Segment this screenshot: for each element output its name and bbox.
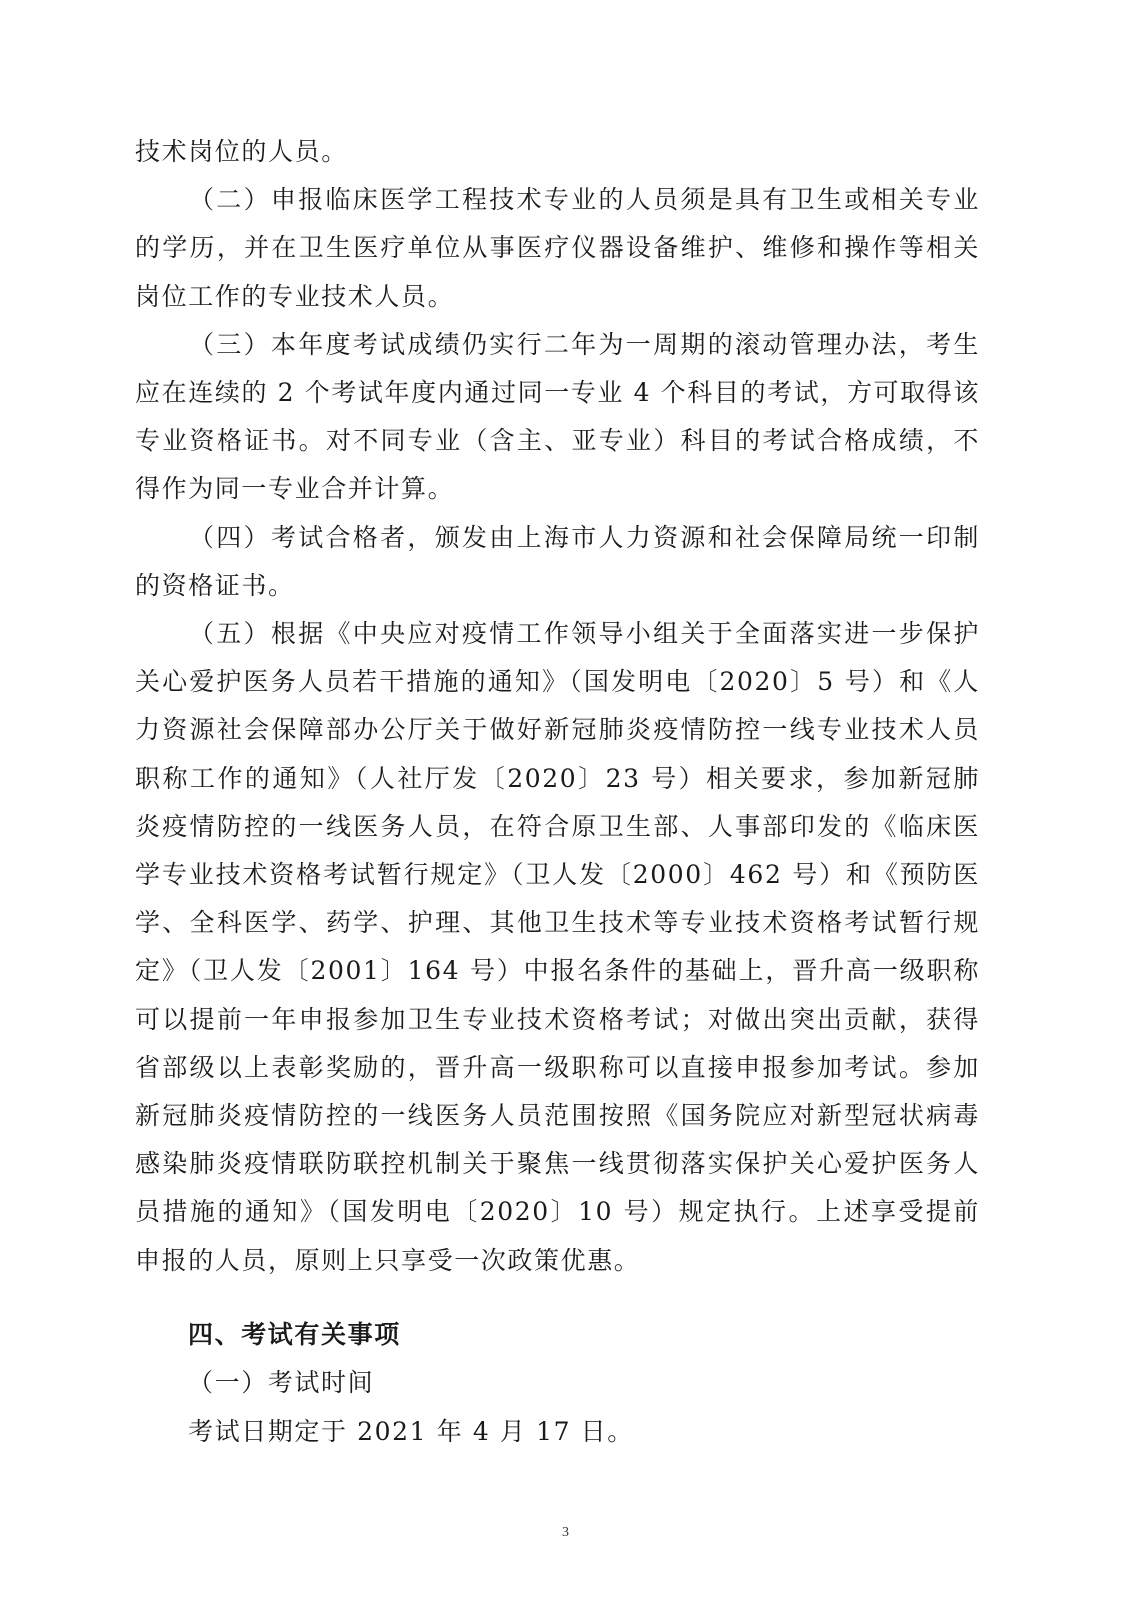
paragraph-item-4: （四）考试合格者，颁发由上海市人力资源和社会保障局统一印制的资格证书。 bbox=[135, 522, 980, 600]
paragraph-item-3: （三）本年度考试成绩仍实行二年为一周期的滚动管理办法，考生应在连续的 2 个考试年度内通过同一专业 4 个科目的考试，方可取得该专业资格证书。对不同专业（含主、亚专业）科目的考试合格成绩，不得作为同一专业合并计算。 bbox=[135, 329, 980, 504]
subheading: （一）考试时间 bbox=[188, 1368, 375, 1397]
exam-date-line: 考试日期定于 2021 年 4 月 17 日。 bbox=[188, 1416, 634, 1446]
section-body bbox=[188, 1359, 980, 1456]
page-number: 3 bbox=[562, 1525, 569, 1540]
paragraph-item-2: （二）申报临床医学工程技术专业的人员须是具有卫生或相关专业的学历，并在卫生医疗单位从事医疗仪器设备维护、维修和操作等相关岗位工作的专业技术人员。 bbox=[135, 185, 980, 311]
paragraph-item-5: （五）根据《中央应对疫情工作领导小组关于全面落实进一步保护关心爱护医务人员若干措施的通知》（国发明电〔2020〕5 号）和《人力资源社会保障部办公厅关于做好新冠肺炎疫情防控一线专业技术人员职称工作的通知》（人社厅发〔2020〕23 号）相关要求，参加新冠肺炎疫情防控的一线医务人员，在符合原卫生部、人事部印发的《临床医学专业技术资格考试暂行规定》（卫人发〔2000〕462 号）和《预防医学、全科医学、药学、护理、其他卫生技术等专业技术资格考试暂行规定》（卫人发〔2001〕164 号）中报名条件的基础上，晋升高一级职称可以提前一年申报参加卫生专业技术资格考试；对做出突出贡献，获得省部级以上表彰奖励的，晋升高一级职称可以直接申报参加考试。参加新冠肺炎疫情防控的一线医务人员范围按照《国务院应对新型冠状病毒感染肺炎疫情联防联控机制关于聚焦一线贯彻落实保护关心爱护医务人员措施的通知》（国发明电〔2020〕10 号）规定执行。上述享受提前申报的人员，原则上只享受一次政策优惠。 bbox=[135, 619, 980, 1275]
body-text bbox=[135, 128, 980, 1285]
paragraph-continuation: 技术岗位的人员。 bbox=[135, 137, 348, 166]
section-heading: 四、考试有关事项 bbox=[188, 1320, 401, 1349]
